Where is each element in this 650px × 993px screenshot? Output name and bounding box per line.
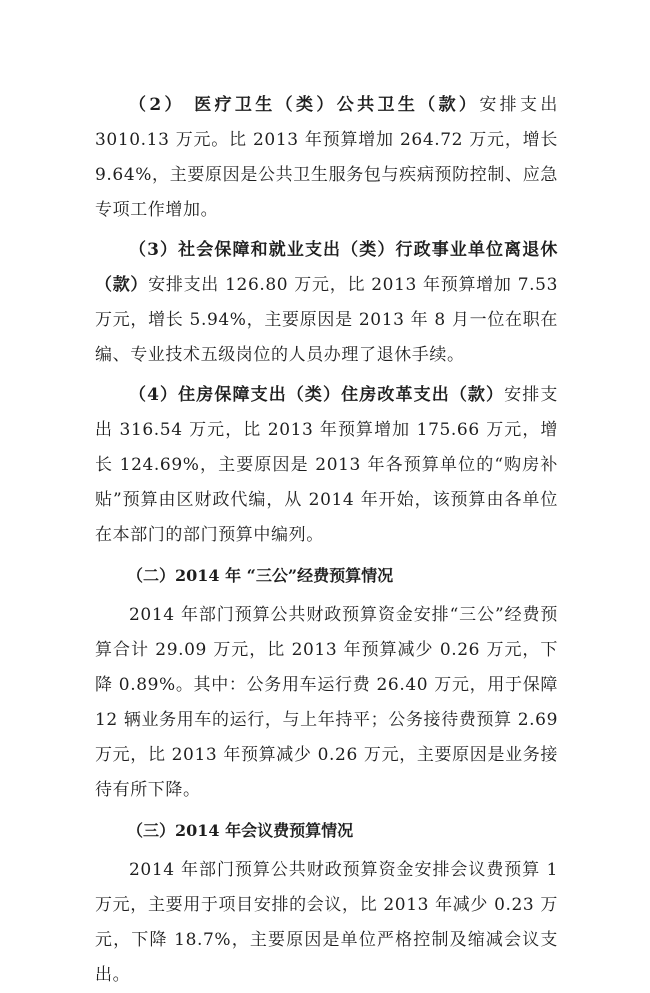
paragraph-lead: （4）住房保障支出（类）住房改革支出（款） — [129, 385, 505, 405]
section-heading-three-public: （二）2014 年 “三公”经费预算情况 — [127, 566, 394, 585]
paragraph-text: 2014 年部门预算公共财政预算资金安排会议费预算 1 万元，主要用于项目安排的会议，比 2013 年减少 0.23 万元，下降 18.7%，主要原因是单位严格控制及缩减会议支出。 — [95, 860, 558, 985]
paragraph-three-public — [95, 598, 558, 808]
paragraph-lead: （3）社会保障和就业支出（类）行政事业单位离退休（款） — [95, 240, 558, 295]
paragraph-text: 安排支出 316.54 万元，比 2013 年预算增加 175.66 万元，增长 124.69%，主要原因是 2013 年各预算单位的“购房补贴”预算由区财政代编，从 2014 年开始，该预算由各单位在本部门的部门预算中编列。 — [95, 385, 558, 545]
section-heading-meeting: （三）2014 年会议费预算情况 — [127, 821, 354, 840]
paragraph-lead: （2） 医疗卫生（类）公共卫生（款） — [129, 95, 480, 115]
paragraph-housing — [95, 378, 558, 553]
paragraph-social-security — [95, 233, 558, 373]
paragraph-text: 安排支出 126.80 万元，比 2013 年预算增加 7.53 万元，增长 5.94%，主要原因是 2013 年 8 月一位在职在编、专业技术五级岗位的人员办理了退休手续。 — [95, 275, 558, 365]
paragraph-text: 安排支出 3010.13 万元。比 2013 年预算增加 264.72 万元，增长 9.64%，主要原因是公共卫生服务包与疾病预防控制、应急专项工作增加。 — [95, 95, 559, 220]
paragraph-text: 2014 年部门预算公共财政预算资金安排“三公”经费预算合计 29.09 万元，比 2013 年预算减少 0.26 万元，下降 0.89%。其中：公务用车运行费 26.40 万元，用于保障 12 辆业务用车的运行，与上年持平；公务接待费预算 2.69 万元，比 2013 年预算减少 0.26 万元，主要原因是业务接待有所下降。 — [95, 605, 558, 800]
paragraph-medical-health — [95, 88, 558, 228]
paragraph-meeting — [95, 853, 558, 993]
